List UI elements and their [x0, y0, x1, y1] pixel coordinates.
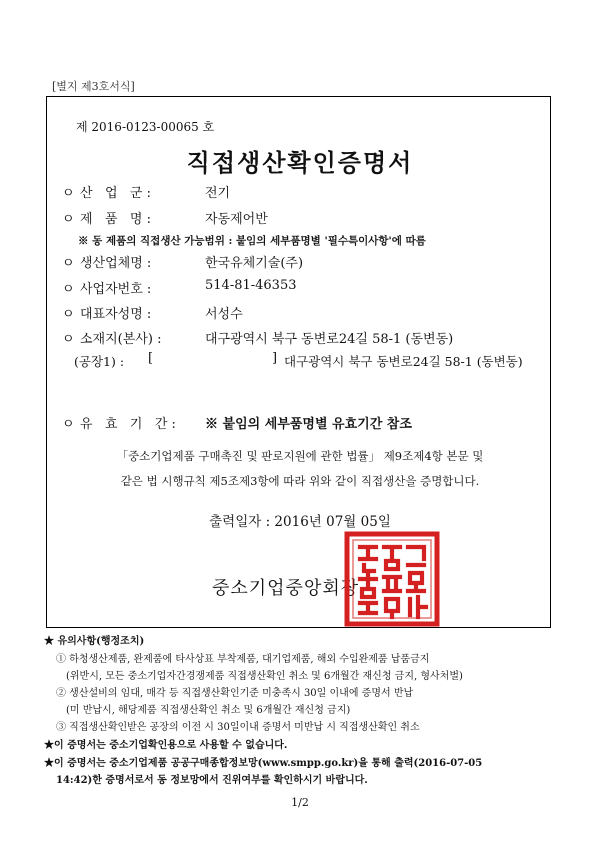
- notes-heading: ★ 유의사항(행정조치): [44, 636, 145, 647]
- law-text-line-2: 같은 법 시행규칙 제5조제3항에 따라 위와 같이 직접생산을 증명합니다.: [120, 474, 480, 488]
- field-value: 서성수: [205, 307, 243, 322]
- note-item: (미 반납시, 해당제품 직접생산확인 취소 및 6개월간 재신청 금지): [66, 705, 351, 716]
- field-value: 대구광역시 북구 동변로24길 58-1 (동변동): [205, 332, 454, 347]
- note-item: ★이 증명서는 중소기업확인용으로 사용할 수 없습니다.: [44, 740, 288, 751]
- field-label: 생산업체명 :: [80, 256, 152, 271]
- document-number: 제 2016-0123-00065 호: [76, 120, 215, 134]
- factory-address: 대구광역시 북구 동변로24길 58-1 (동변동): [284, 354, 523, 369]
- note-item: ① 하청생산제품, 완제품에 타사상표 부착제품, 대기업제품, 해외 수입완제품 납품금지: [56, 654, 430, 665]
- field-bullet: ㅇ: [62, 332, 75, 347]
- field-bullet: ㅇ: [62, 282, 75, 297]
- product-scope-note: ※ 동 제품의 직접생산 가능범위 : 붙임의 세부품명별 '필수특이사항'에 따름: [78, 235, 426, 247]
- issued-date: 출력일자 : 2016년 07월 05일: [209, 514, 391, 530]
- issuing-organization: 중소기업중앙회장: [212, 578, 360, 599]
- note-item: ② 생산설비의 임대, 매각 등 직접생산확인기준 미충족시 30일 이내에 증명서 반납: [56, 688, 414, 699]
- note-item: ③ 직접생산확인받은 공장의 이전 시 30일이내 증명서 미반납 시 직접생산확인 취소: [56, 722, 420, 733]
- field-bullet: ㅇ: [62, 307, 75, 322]
- form-label: [별지 제3호서식]: [52, 80, 135, 93]
- field-label: 소재지(본사) :: [80, 332, 162, 347]
- field-bullet: ㅇ: [62, 417, 75, 432]
- field-label: 유 효 기 간 :: [80, 417, 176, 432]
- field-label: 산 업 군 :: [80, 186, 151, 201]
- field-label: 대표자성명 :: [80, 307, 152, 322]
- official-seal: [344, 531, 440, 627]
- field-label: 사업자번호 :: [80, 282, 152, 297]
- field-bullet: ㅇ: [62, 212, 75, 227]
- page-number: 1/2: [291, 796, 309, 809]
- note-item: ★이 증명서는 중소기업제품 공공구매종합정보망(www.smpp.go.kr)을 통해 출력(2016-07-05: [44, 758, 483, 769]
- document-title: 직접생산확인증명서: [186, 148, 414, 177]
- note-item: (위반시, 모든 중소기업자간경쟁제품 직접생산확인 취소 및 6개월간 재신청 금지, 형사처벌): [66, 671, 463, 682]
- field-bullet: ㅇ: [62, 186, 75, 201]
- field-label: 제 품 명 :: [80, 212, 151, 227]
- field-bullet: ㅇ: [62, 256, 75, 271]
- field-value: ※ 붙임의 세부품명별 유효기간 참조: [205, 417, 412, 432]
- law-text-line-1: 「중소기업제품 구매촉진 및 판로지원에 관한 법률」 제9조제4항 본문 및: [116, 449, 484, 463]
- field-value: 자동제어반: [205, 212, 268, 227]
- field-value: 전기: [205, 186, 231, 201]
- factory-bracket-open: [: [148, 351, 154, 366]
- field-value: 514-81-46353: [205, 278, 297, 293]
- factory-label: (공장1) :: [74, 354, 125, 369]
- field-value: 한국유체기술(주): [205, 256, 304, 271]
- note-item: 14:42)한 증명서로서 동 정보망에서 진위여부를 확인하시기 바랍니다.: [56, 775, 368, 786]
- factory-bracket-close: ]: [272, 351, 278, 366]
